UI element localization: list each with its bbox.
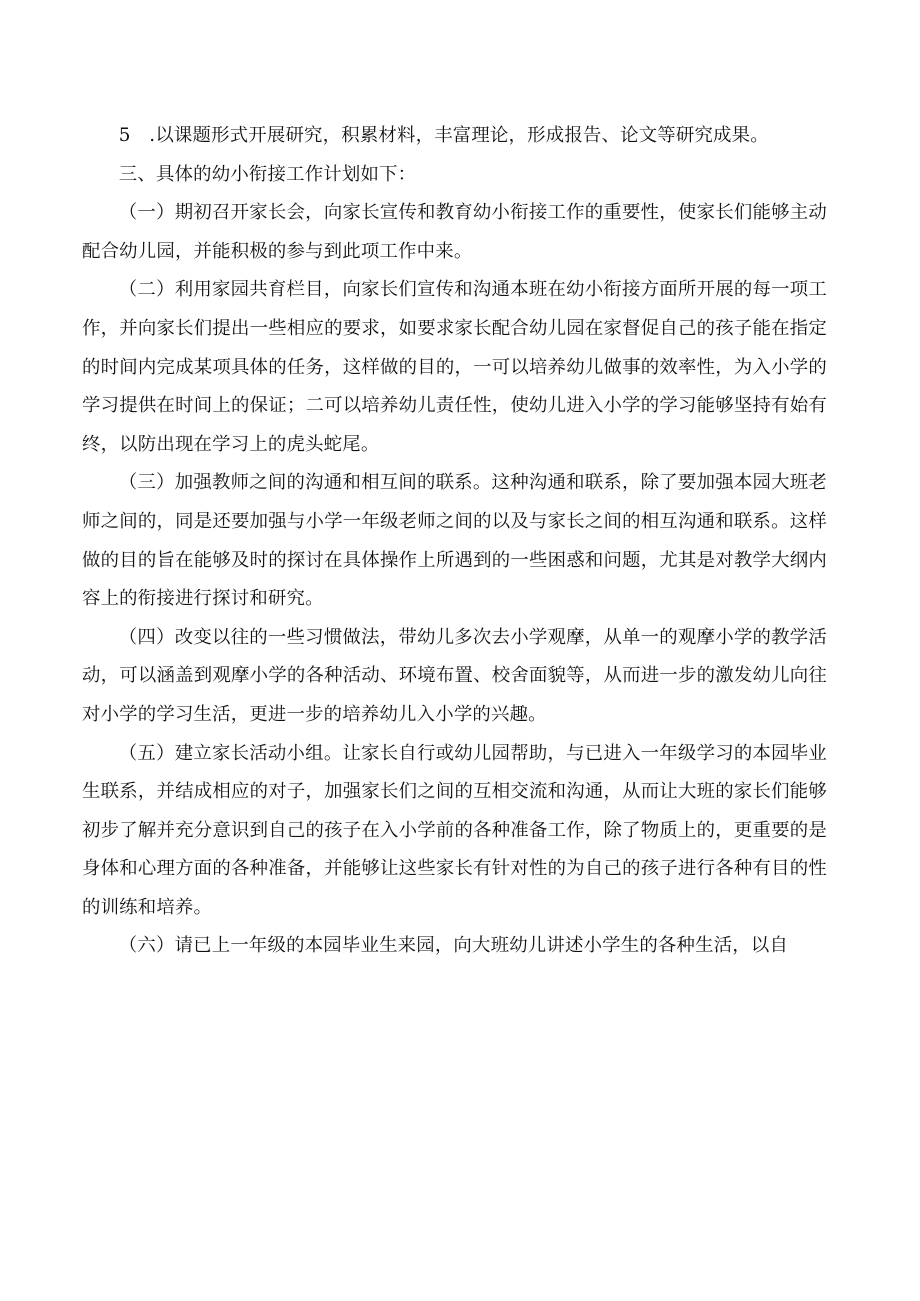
paragraph-item-2: （二）利用家园共育栏目，向家长们宣传和沟通本班在幼小衔接方面所开展的每一项工作，并向家长们提出一些相应的要求，如要求家长配合幼儿园在家督促自己的孩子能在指定的时间内完成某项具体的任务，这样做的目的，一可以培养幼儿做事的效率性，为入小学的学习提供在时间上的保证；二可以培养幼儿责任性，使幼儿进入小学的学习能够坚持有始有终，以防出现在学习上的虎头蛇尾。	[82, 279, 827, 455]
paragraph-item-4: （四）改变以往的一些习惯做法，带幼儿多次去小学观摩，从单一的观摩小学的教学活动，可以涵盖到观摩小学的各种活动、环境布置、校舍面貌等，从而进一步的激发幼儿向往对小学的学习生活，更进一步的培养幼儿入小学的兴趣。	[82, 626, 827, 725]
paragraph-item-3: （三）加强教师之间的沟通和相互间的联系。这种沟通和联系，除了要加强本园大班老师之间的，同是还要加强与小学一年级老师之间的以及与家长之间的相互沟通和联系。这样做的目的旨在能够及时的探讨在具体操作上所遇到的一些困惑和问题，尤其是对教学大纲内容上的衔接进行探讨和研究。	[82, 472, 827, 610]
section-heading-work-plan: 三、具体的幼小衔接工作计划如下：	[118, 163, 417, 185]
paragraph-item-5: （五）建立家长活动小组。让家长自行或幼儿园帮助，与已进入一年级学习的本园毕业生联系，并结成相应的对子，加强家长们之间的互相交流和沟通，从而让大班的家长们能够初步了解并充分意识到自己的孩子在入小学前的各种准备工作，除了物质上的，更重要的是身体和心理方面的各种准备，并能够让这些家长有针对性的为自己的孩子进行各种有目的性的训练和培养。	[82, 742, 827, 918]
paragraph-item-6: （六）请已上一年级的本园毕业生来园，向大班幼儿讲述小学生的各种生活，以自	[118, 935, 789, 957]
paragraph-item-1: （一）期初召开家长会，向家长宣传和教育幼小衔接工作的重要性，使家长们能够主动配合幼儿园，并能积极的参与到此项工作中来。	[82, 202, 827, 262]
paragraph-research-method: 5 .以课题形式开展研究，积累材料，丰富理论，形成报告、论文等研究成果。	[118, 125, 769, 146]
document-body	[82, 117, 827, 966]
